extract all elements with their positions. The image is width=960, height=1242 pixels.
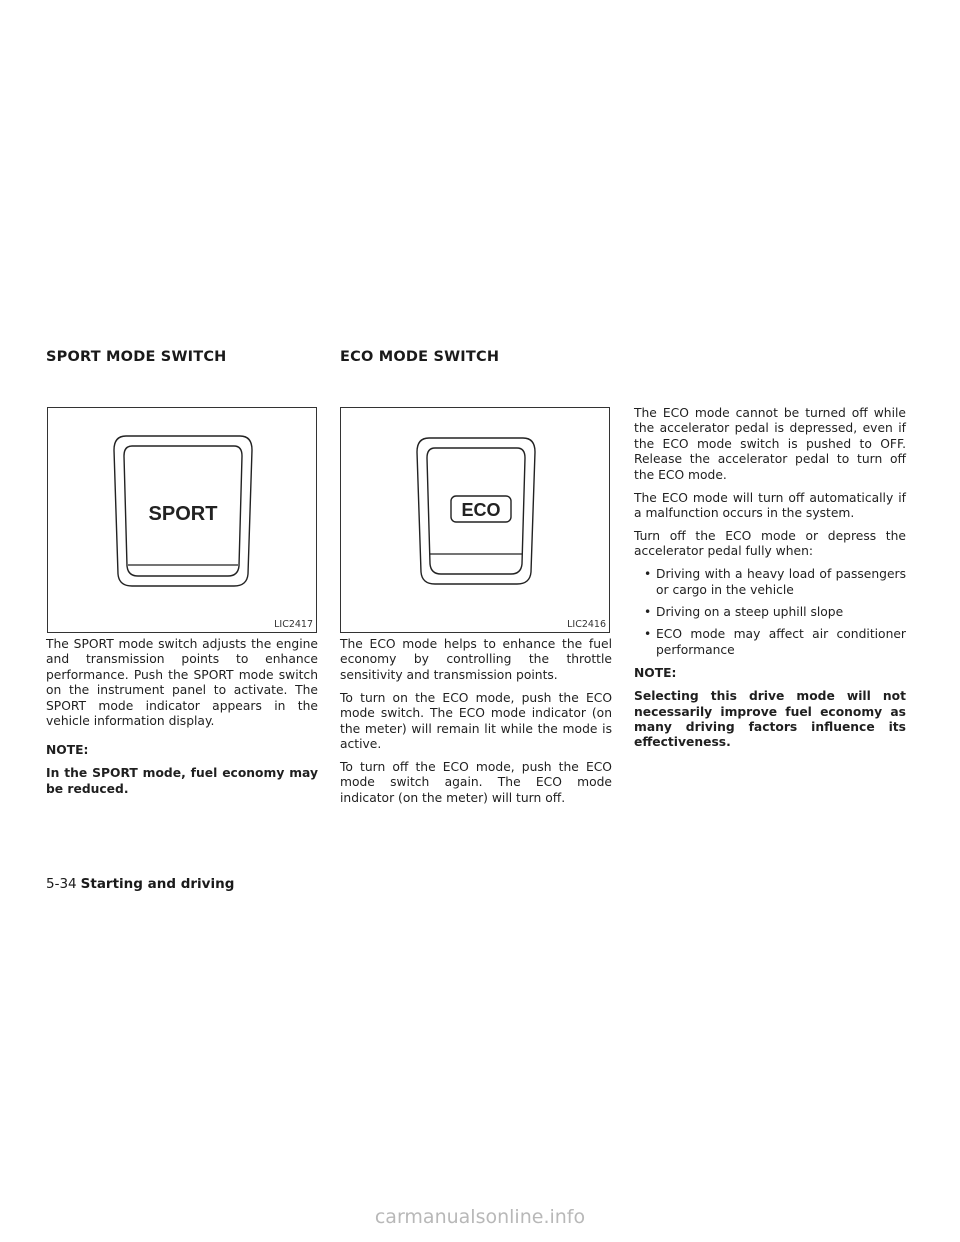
eco-note-text: Selecting this drive mode will not necessarily improve fuel economy as many driving factors influence its effectiveness. [634,689,906,750]
eco-figure-code: LIC2416 [567,619,606,630]
watermark: carmanualsonline.info [374,1206,586,1228]
sport-figure-code: LIC2417 [274,619,313,630]
page-number: 5-34 [46,876,77,892]
eco-note-label: NOTE: [634,666,677,681]
eco-switch-label: ECO [461,500,501,520]
eco-text-column [340,637,612,814]
eco-condition-list [634,567,906,658]
sport-mode-heading: SPORT MODE SWITCH [46,349,227,365]
sport-paragraph: The SPORT mode switch adjusts the engine and transmission points to enhance performance. Push the SPORT mode switch on the instrument panel to activate. The SPORT mode indicator appears in the vehicle information display. [46,637,318,729]
sport-switch-illustration [48,408,318,634]
eco-paragraph-3: To turn off the ECO mode, push the ECO mode switch again. The ECO mode indicator (on the meter) will turn off. [340,759,612,805]
eco-switch-illustration [341,408,611,634]
eco-mode-heading: ECO MODE SWITCH [340,349,500,365]
eco-switch-figure [340,407,610,633]
eco-paragraph-1: The ECO mode helps to enhance the fuel economy by controlling the throttle sensitivity and transmission points. [340,637,612,682]
sport-note-text: In the SPORT mode, fuel economy may be reduced. [46,766,318,796]
page-footer [46,876,234,892]
sport-switch-label: SPORT [148,503,218,525]
eco-right-paragraph-1: The ECO mode cannot be turned off while the accelerator pedal is depressed, even if the ECO mode switch is pushed to OFF. Release the accelerator pedal to turn off the ECO mode. [634,406,906,482]
list-item: • ECO mode may affect air conditioner performance [644,627,906,657]
eco-right-column [634,406,906,758]
eco-right-paragraph-2: The ECO mode will turn off automatically if a malfunction occurs in the system. [634,490,906,520]
sport-note-label: NOTE: [46,743,89,758]
eco-right-paragraph-3: Turn off the ECO mode or depress the accelerator pedal fully when: [634,528,906,559]
list-item: • Driving on a steep uphill slope [644,604,844,619]
eco-paragraph-2: To turn on the ECO mode, push the ECO mode switch. The ECO mode indicator (on the meter) will remain lit while the mode is active. [340,690,612,751]
sport-text-column [46,637,318,805]
section-title: Starting and driving [80,876,235,892]
list-item: • Driving with a heavy load of passengers or cargo in the vehicle [644,567,906,597]
sport-switch-figure [47,407,317,633]
